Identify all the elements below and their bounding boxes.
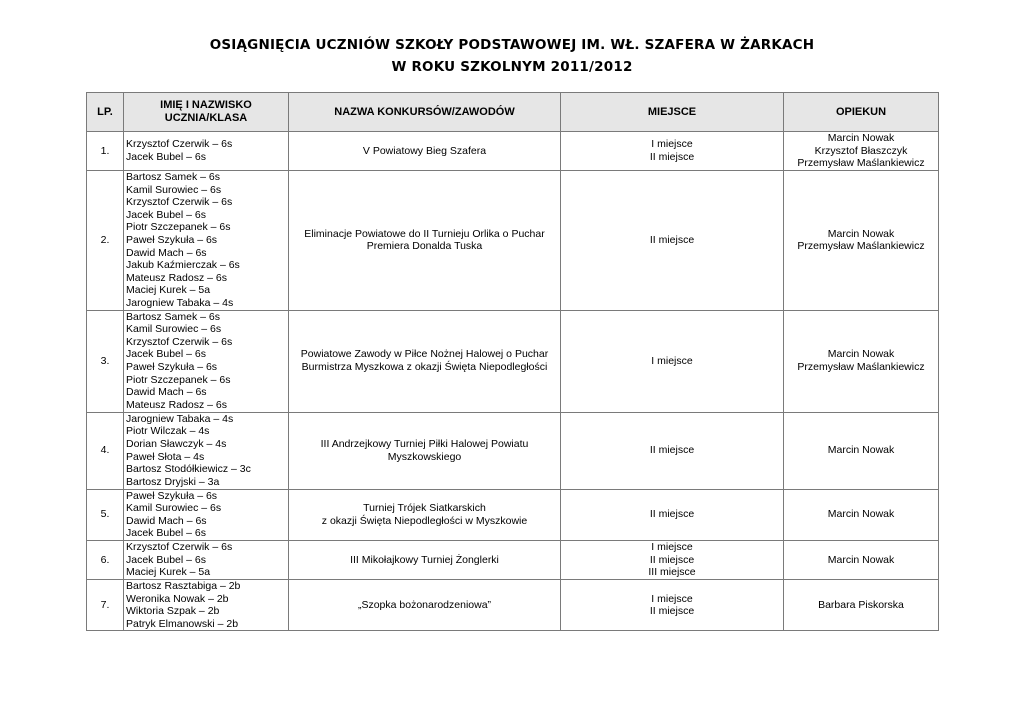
student-entry: Bartosz Samek – 6s bbox=[126, 310, 220, 323]
place-list bbox=[561, 579, 784, 630]
student-entry: Dawid Mach – 6s bbox=[126, 246, 207, 259]
table-row bbox=[87, 579, 939, 630]
place-entry: II miejsce bbox=[649, 233, 695, 246]
teacher-entry: Marcin Nowak bbox=[827, 553, 895, 566]
teacher-list bbox=[784, 540, 939, 579]
competition-name bbox=[289, 579, 561, 630]
document-title-line-2: W ROKU SZKOLNYM 2011/2012 bbox=[391, 59, 633, 75]
place-entry: I miejsce bbox=[651, 354, 693, 367]
student-list bbox=[124, 310, 289, 412]
row-number: 7. bbox=[87, 579, 124, 630]
competition-line: Turniej Trójek Siatkarskich bbox=[363, 502, 486, 515]
table-header-row bbox=[87, 93, 939, 132]
student-entry: Krzysztof Czerwik – 6s bbox=[126, 138, 233, 151]
teacher-entry: Marcin Nowak bbox=[827, 348, 895, 361]
student-entry: Jacek Bubel – 6s bbox=[126, 208, 206, 221]
student-entry: Bartosz Samek – 6s bbox=[126, 171, 220, 183]
student-entry: Kamil Surowiec – 6s bbox=[126, 323, 222, 336]
row-number: 2. bbox=[87, 171, 124, 311]
row-number: 1. bbox=[87, 132, 124, 171]
competition-line: z okazji Święta Niepodległości w Myszkowie bbox=[321, 514, 528, 527]
competition-name bbox=[289, 310, 561, 412]
student-entry: Bartosz Stodółkiewicz – 3c bbox=[126, 463, 251, 476]
place-entry: III miejsce bbox=[648, 566, 696, 579]
teacher-list bbox=[784, 171, 939, 311]
student-entry: Weronika Nowak – 2b bbox=[126, 592, 229, 605]
student-entry: Dawid Mach – 6s bbox=[126, 386, 207, 399]
student-entry: Krzysztof Czerwik – 6s bbox=[126, 196, 233, 209]
row-number: 4. bbox=[87, 412, 124, 489]
student-entry: Krzysztof Czerwik – 6s bbox=[126, 541, 233, 554]
teacher-list bbox=[784, 132, 939, 171]
competition-name bbox=[289, 132, 561, 171]
table-row bbox=[87, 310, 939, 412]
header-place: MIEJSCE bbox=[561, 93, 784, 132]
place-entry: II miejsce bbox=[649, 508, 695, 521]
header-student-line-1: IMIĘ I NAZWISKO bbox=[160, 99, 252, 111]
teacher-entry: Marcin Nowak bbox=[827, 444, 895, 457]
competition-line: Powiatowe Zawody w Piłce Nożnej Halowej o Puchar bbox=[300, 348, 549, 361]
student-entry: Paweł Szykuła – 6s bbox=[126, 489, 218, 502]
header-lp: LP. bbox=[87, 93, 124, 132]
student-entry: Wiktoria Szpak – 2b bbox=[126, 605, 220, 618]
place-list bbox=[561, 489, 784, 540]
student-entry: Piotr Szczepanek – 6s bbox=[126, 373, 231, 386]
teacher-entry: Przemysław Maślankiewicz bbox=[797, 240, 925, 253]
student-entry: Jarogniew Tabaka – 4s bbox=[126, 296, 234, 309]
header-student-line-2: UCZNIA/KLASA bbox=[164, 112, 248, 124]
competition-line: Premiera Donalda Tuska bbox=[366, 240, 483, 253]
student-list bbox=[124, 489, 289, 540]
teacher-entry: Przemysław Maślankiewicz bbox=[797, 361, 925, 374]
place-list bbox=[561, 171, 784, 311]
student-entry: Patryk Elmanowski – 2b bbox=[126, 617, 239, 630]
student-entry: Maciej Kurek – 5a bbox=[126, 566, 211, 579]
place-entry: II miejsce bbox=[649, 605, 695, 618]
student-entry: Jacek Bubel – 6s bbox=[126, 527, 206, 540]
competition-name bbox=[289, 489, 561, 540]
competition-line: Burmistrza Myszkowa z okazji Święta Niepodległości bbox=[301, 361, 548, 374]
student-list bbox=[124, 540, 289, 579]
place-list bbox=[561, 540, 784, 579]
student-entry: Bartosz Rasztabiga – 2b bbox=[126, 579, 241, 592]
student-entry: Kamil Surowiec – 6s bbox=[126, 502, 222, 515]
teacher-list bbox=[784, 412, 939, 489]
header-teacher: OPIEKUN bbox=[784, 93, 939, 132]
table-row bbox=[87, 489, 939, 540]
competition-line: III Andrzejkowy Turniej Piłki Halowej Powiatu bbox=[320, 437, 529, 450]
document-title-line-1: OSIĄGNIĘCIA UCZNIÓW SZKOŁY PODSTAWOWEJ IM. WŁ. SZAFERA W ŻARKACH bbox=[209, 37, 815, 53]
teacher-entry: Krzysztof Błaszczyk bbox=[814, 144, 908, 157]
table-row bbox=[87, 132, 939, 171]
competition-name bbox=[289, 540, 561, 579]
table-row bbox=[87, 171, 939, 311]
competition-name bbox=[289, 171, 561, 311]
student-list bbox=[124, 171, 289, 311]
competition-line: „Szopka bożonarodzeniowa” bbox=[357, 598, 492, 611]
row-number: 5. bbox=[87, 489, 124, 540]
place-list bbox=[561, 412, 784, 489]
header-competition: NAZWA KONKURSÓW/ZAWODÓW bbox=[289, 93, 561, 132]
student-entry: Dorian Sławczyk – 4s bbox=[126, 437, 227, 450]
student-entry: Maciej Kurek – 5a bbox=[126, 284, 211, 297]
place-entry: II miejsce bbox=[649, 444, 695, 457]
competition-line: Myszkowskiego bbox=[387, 450, 462, 463]
student-entry: Bartosz Dryjski – 3a bbox=[126, 475, 220, 488]
student-entry: Jacek Bubel – 6s bbox=[126, 348, 206, 361]
place-entry: II miejsce bbox=[649, 553, 695, 566]
teacher-list bbox=[784, 310, 939, 412]
teacher-entry: Przemysław Maślankiewicz bbox=[797, 157, 925, 170]
table-row bbox=[87, 540, 939, 579]
competition-line: Eliminacje Powiatowe do II Turnieju Orlika o Puchar bbox=[304, 227, 545, 240]
student-entry: Mateusz Radosz – 6s bbox=[126, 271, 227, 284]
student-entry: Piotr Wilczak – 4s bbox=[126, 425, 210, 438]
place-entry: II miejsce bbox=[649, 151, 695, 163]
teacher-entry: Barbara Piskorska bbox=[818, 598, 904, 611]
student-list bbox=[124, 412, 289, 489]
place-entry: I miejsce bbox=[651, 541, 693, 554]
row-number: 3. bbox=[87, 310, 124, 412]
table-row bbox=[87, 412, 939, 489]
teacher-entry: Marcin Nowak bbox=[827, 227, 895, 240]
place-entry: I miejsce bbox=[651, 138, 693, 151]
teacher-list bbox=[784, 489, 939, 540]
teacher-entry: Marcin Nowak bbox=[827, 508, 895, 521]
teacher-entry: Marcin Nowak bbox=[827, 132, 895, 145]
student-entry: Jacek Bubel – 6s bbox=[126, 553, 206, 566]
student-entry: Paweł Słota – 4s bbox=[126, 450, 205, 463]
student-entry: Jarogniew Tabaka – 4s bbox=[126, 412, 234, 425]
competition-line: V Powiatowy Bieg Szafera bbox=[362, 144, 487, 157]
achievements-table bbox=[86, 92, 939, 631]
table-body bbox=[87, 132, 939, 631]
place-list bbox=[561, 132, 784, 171]
teacher-list bbox=[784, 579, 939, 630]
student-list bbox=[124, 132, 289, 171]
student-entry: Paweł Szykuła – 6s bbox=[126, 361, 218, 374]
student-entry: Dawid Mach – 6s bbox=[126, 514, 207, 527]
header-student bbox=[124, 93, 289, 132]
competition-line: III Mikołajkowy Turniej Żonglerki bbox=[350, 553, 499, 566]
student-entry: Paweł Szykuła – 6s bbox=[126, 233, 218, 246]
competition-name bbox=[289, 412, 561, 489]
student-entry: Jacek Bubel – 6s bbox=[126, 151, 206, 163]
student-entry: Kamil Surowiec – 6s bbox=[126, 183, 222, 196]
student-entry: Piotr Szczepanek – 6s bbox=[126, 221, 231, 234]
student-list bbox=[124, 579, 289, 630]
student-entry: Mateusz Radosz – 6s bbox=[126, 398, 227, 411]
student-entry: Krzysztof Czerwik – 6s bbox=[126, 335, 233, 348]
place-entry: I miejsce bbox=[651, 592, 693, 605]
place-list bbox=[561, 310, 784, 412]
row-number: 6. bbox=[87, 540, 124, 579]
student-entry: Jakub Kaźmierczak – 6s bbox=[126, 259, 240, 272]
